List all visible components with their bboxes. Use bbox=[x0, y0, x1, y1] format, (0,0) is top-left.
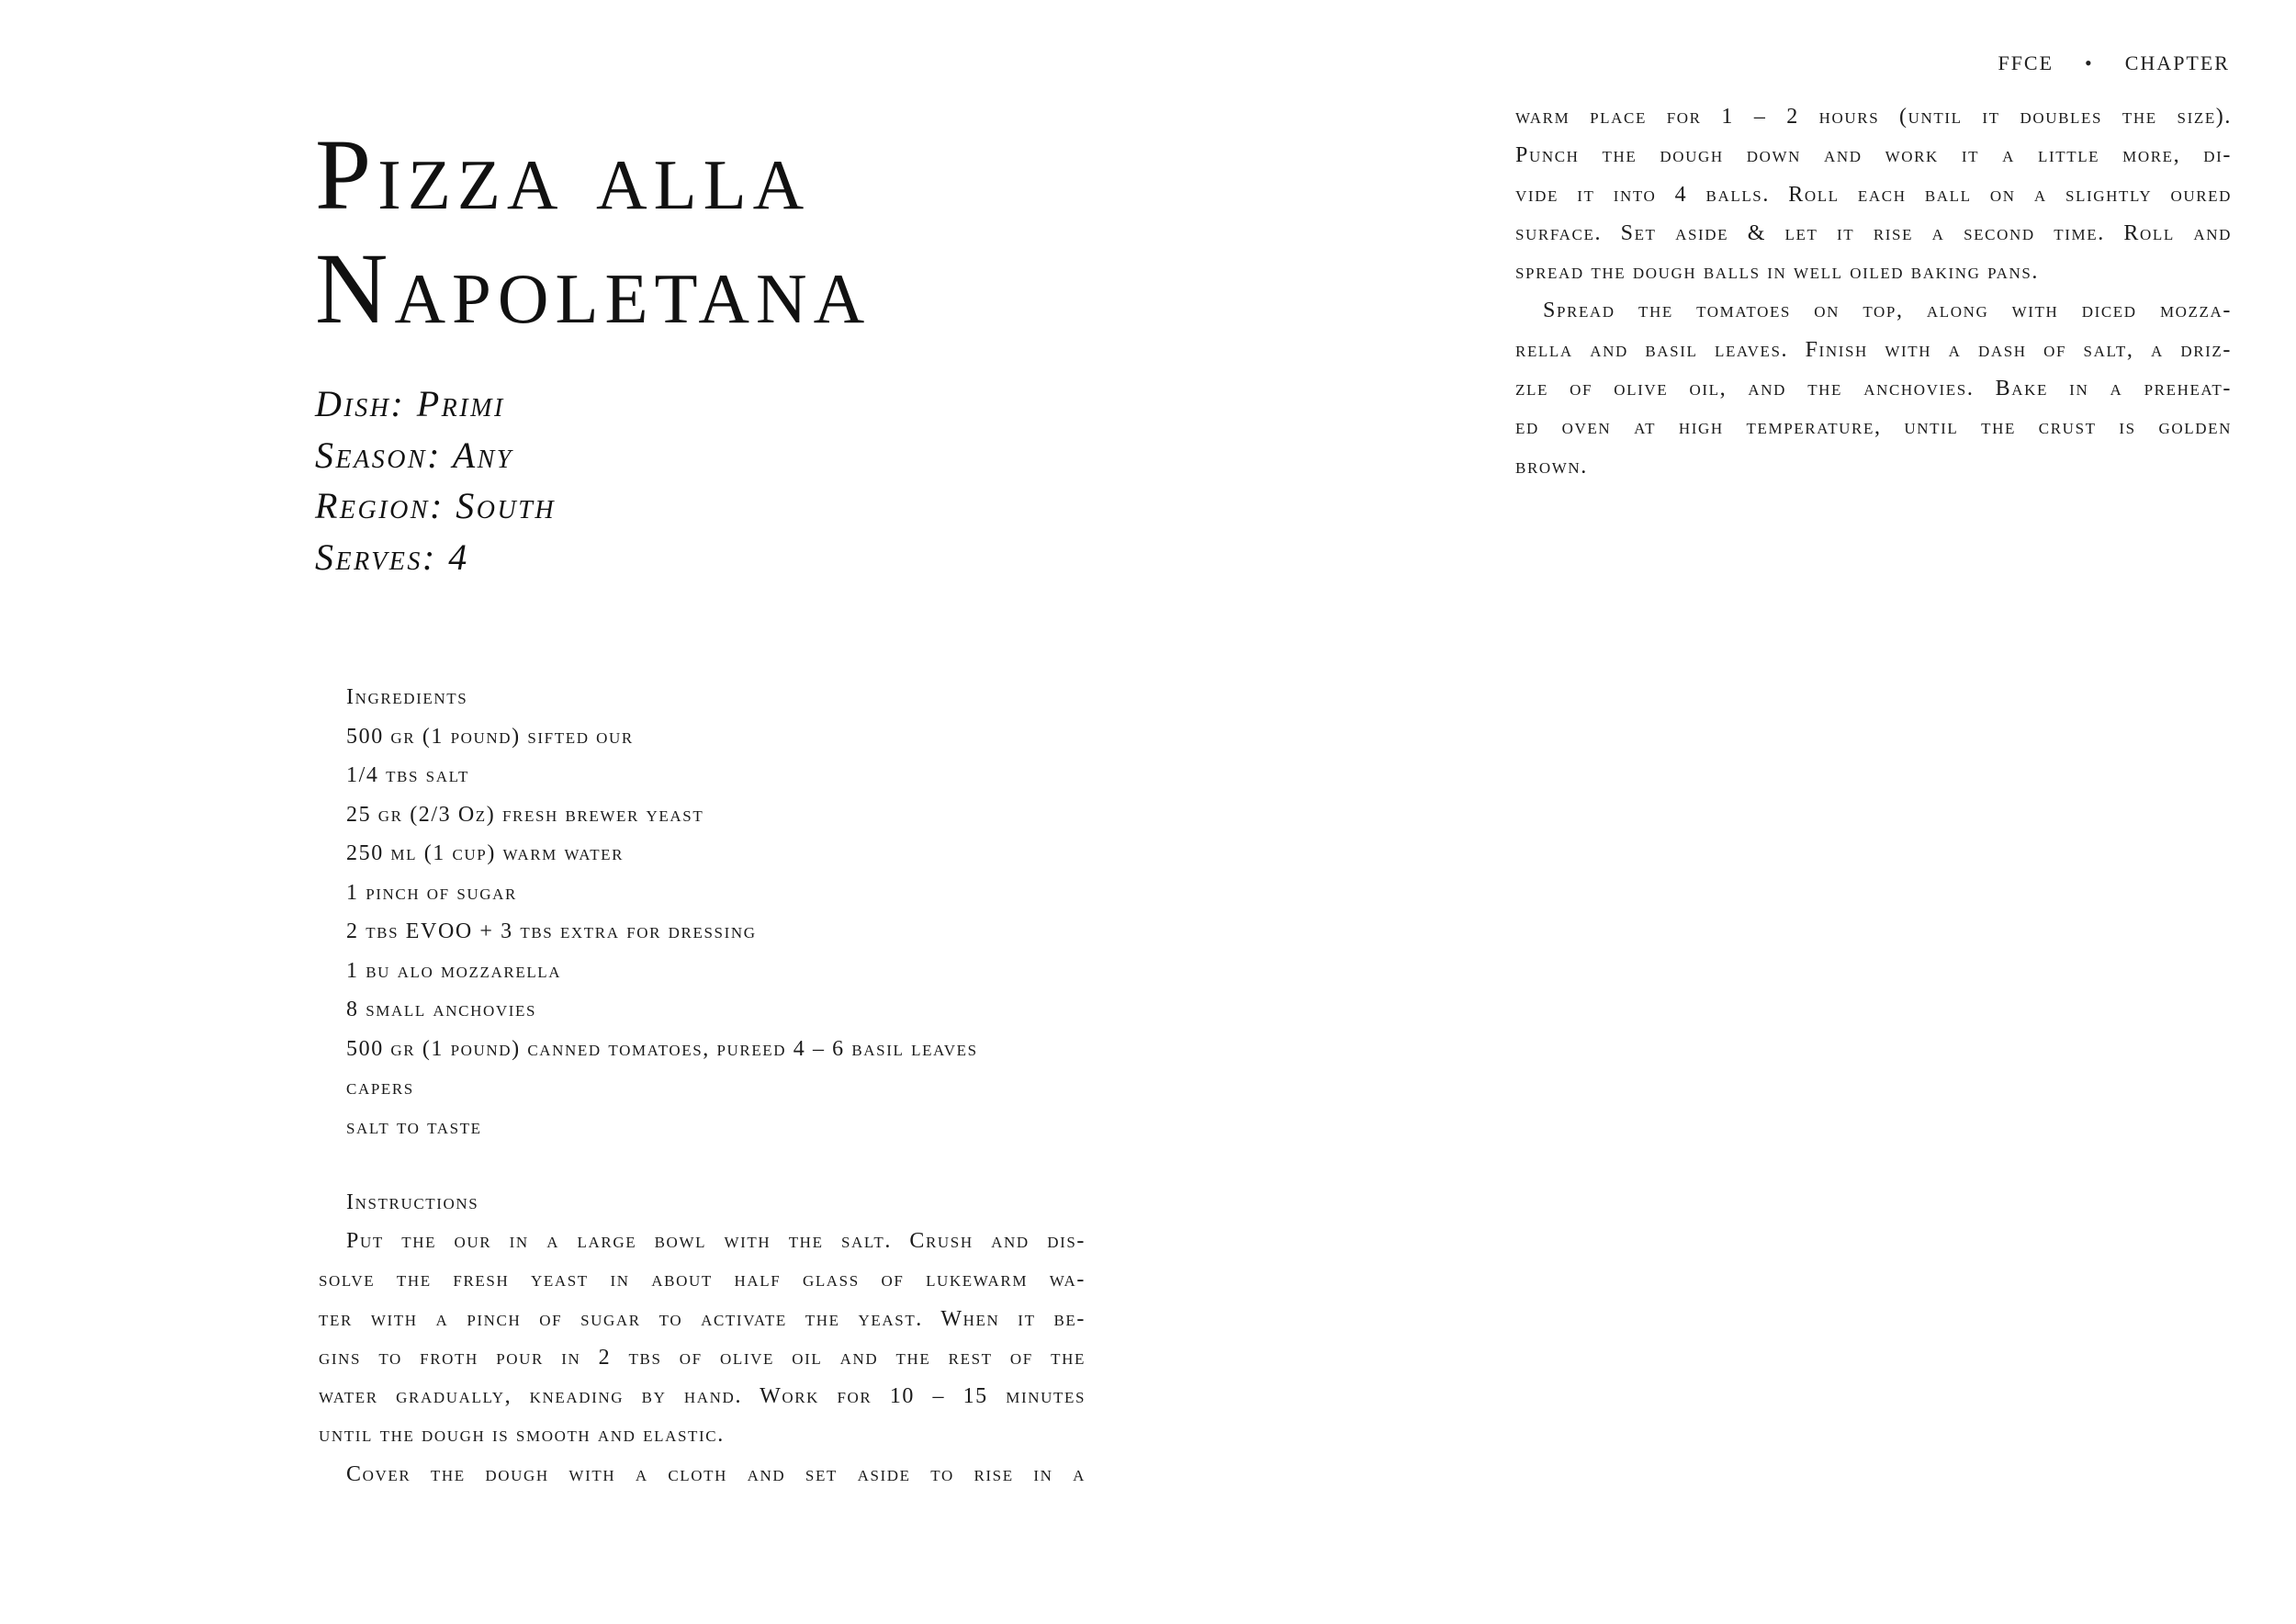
text-line: zle of olive oil, and the anchovies. Bake in a preheat- bbox=[1515, 377, 2232, 401]
text-line: brown. bbox=[1515, 454, 1588, 479]
meta-serves: Serves: 4 bbox=[315, 536, 469, 578]
instructions-heading: Instructions bbox=[346, 1190, 479, 1214]
ingredient-item: 1 pinch of sugar bbox=[346, 880, 517, 905]
ingredient-item: 8 small anchovies bbox=[346, 998, 537, 1021]
recipe-title bbox=[315, 118, 871, 345]
instructions-paragraph bbox=[1515, 291, 2232, 485]
text-line: solve the fresh yeast in about half glass of lukewarm wa- bbox=[319, 1268, 1086, 1292]
text-line: until the dough is smooth and elastic. bbox=[319, 1423, 725, 1448]
running-head bbox=[1998, 51, 2230, 75]
meta-region: Region: South bbox=[315, 485, 557, 526]
right-page bbox=[1148, 0, 2296, 1624]
meta-season: Season: Any bbox=[315, 434, 513, 476]
recipe-title-line-1: Pizza alla bbox=[315, 118, 811, 231]
instructions-paragraph bbox=[319, 1455, 1086, 1494]
recipe-title-line-2: Napoletana bbox=[315, 232, 872, 344]
ingredient-item: 1 bu alo mozzarella bbox=[346, 958, 562, 983]
recipe-meta bbox=[315, 378, 556, 582]
ingredient-item: salt to taste bbox=[346, 1114, 482, 1139]
text-line: Put the our in a large bowl with the salt. Crush and dis- bbox=[346, 1229, 1086, 1253]
text-line: surface. Set aside & let it rise a second time. Roll and bbox=[1515, 220, 2232, 245]
instructions-paragraph bbox=[1515, 97, 2232, 291]
ingredient-item: 500 gr (1 pound) sifted our bbox=[346, 724, 634, 749]
instructions-paragraph bbox=[319, 1222, 1086, 1455]
text-line: Punch the dough down and work it a little more, di- bbox=[1515, 143, 2232, 168]
text-line: Cover the dough with a cloth and set aside to rise in a bbox=[346, 1461, 1086, 1486]
meta-dish: Dish: Primi bbox=[315, 383, 505, 424]
ingredient-item: capers bbox=[346, 1076, 414, 1100]
running-head-book: FFCE bbox=[1998, 51, 2054, 74]
ingredient-item: 1/4 tbs salt bbox=[346, 763, 469, 787]
ingredient-item: 2 tbs EVOO + 3 tbs extra for dressing bbox=[346, 919, 757, 943]
ingredient-item: 250 ml (1 cup) warm water bbox=[346, 841, 625, 865]
instructions-text bbox=[319, 1222, 1086, 1494]
text-line: water gradually, kneading by hand. Work for 10 – 15 minutes bbox=[319, 1384, 1086, 1409]
text-line: spread the dough balls in well oiled baking pans. bbox=[1515, 260, 2039, 285]
ingredient-item: 25 gr (2/3 Oz) fresh brewer yeast bbox=[346, 802, 704, 827]
ingredients-heading: Ingredients bbox=[346, 685, 468, 709]
text-line: gins to froth pour in 2 tbs of olive oil and the rest of the bbox=[319, 1345, 1086, 1370]
text-line: ter with a pinch of sugar to activate the yeast. When it be- bbox=[319, 1306, 1086, 1331]
text-line: vide it into 4 balls. Roll each ball on a slightly oured bbox=[1515, 182, 2232, 207]
text-line: Spread the tomatoes on top, along with diced mozza- bbox=[1543, 299, 2232, 323]
ingredients-list bbox=[346, 678, 978, 1146]
text-line: ed oven at high temperature, until the crust is golden bbox=[1515, 415, 2232, 440]
running-head-chapter: CHAPTER bbox=[2124, 51, 2230, 74]
ingredient-item: 500 gr (1 pound) canned tomatoes, pureed 4 – 6 basil leaves bbox=[346, 1036, 978, 1061]
text-line: warm place for 1 – 2 hours (until it doubles the size). bbox=[1515, 105, 2232, 129]
instructions-continued bbox=[1515, 97, 2232, 486]
text-line: rella and basil leaves. Finish with a dash of salt, a driz- bbox=[1515, 337, 2232, 362]
bullet-separator: • bbox=[2085, 51, 2094, 74]
